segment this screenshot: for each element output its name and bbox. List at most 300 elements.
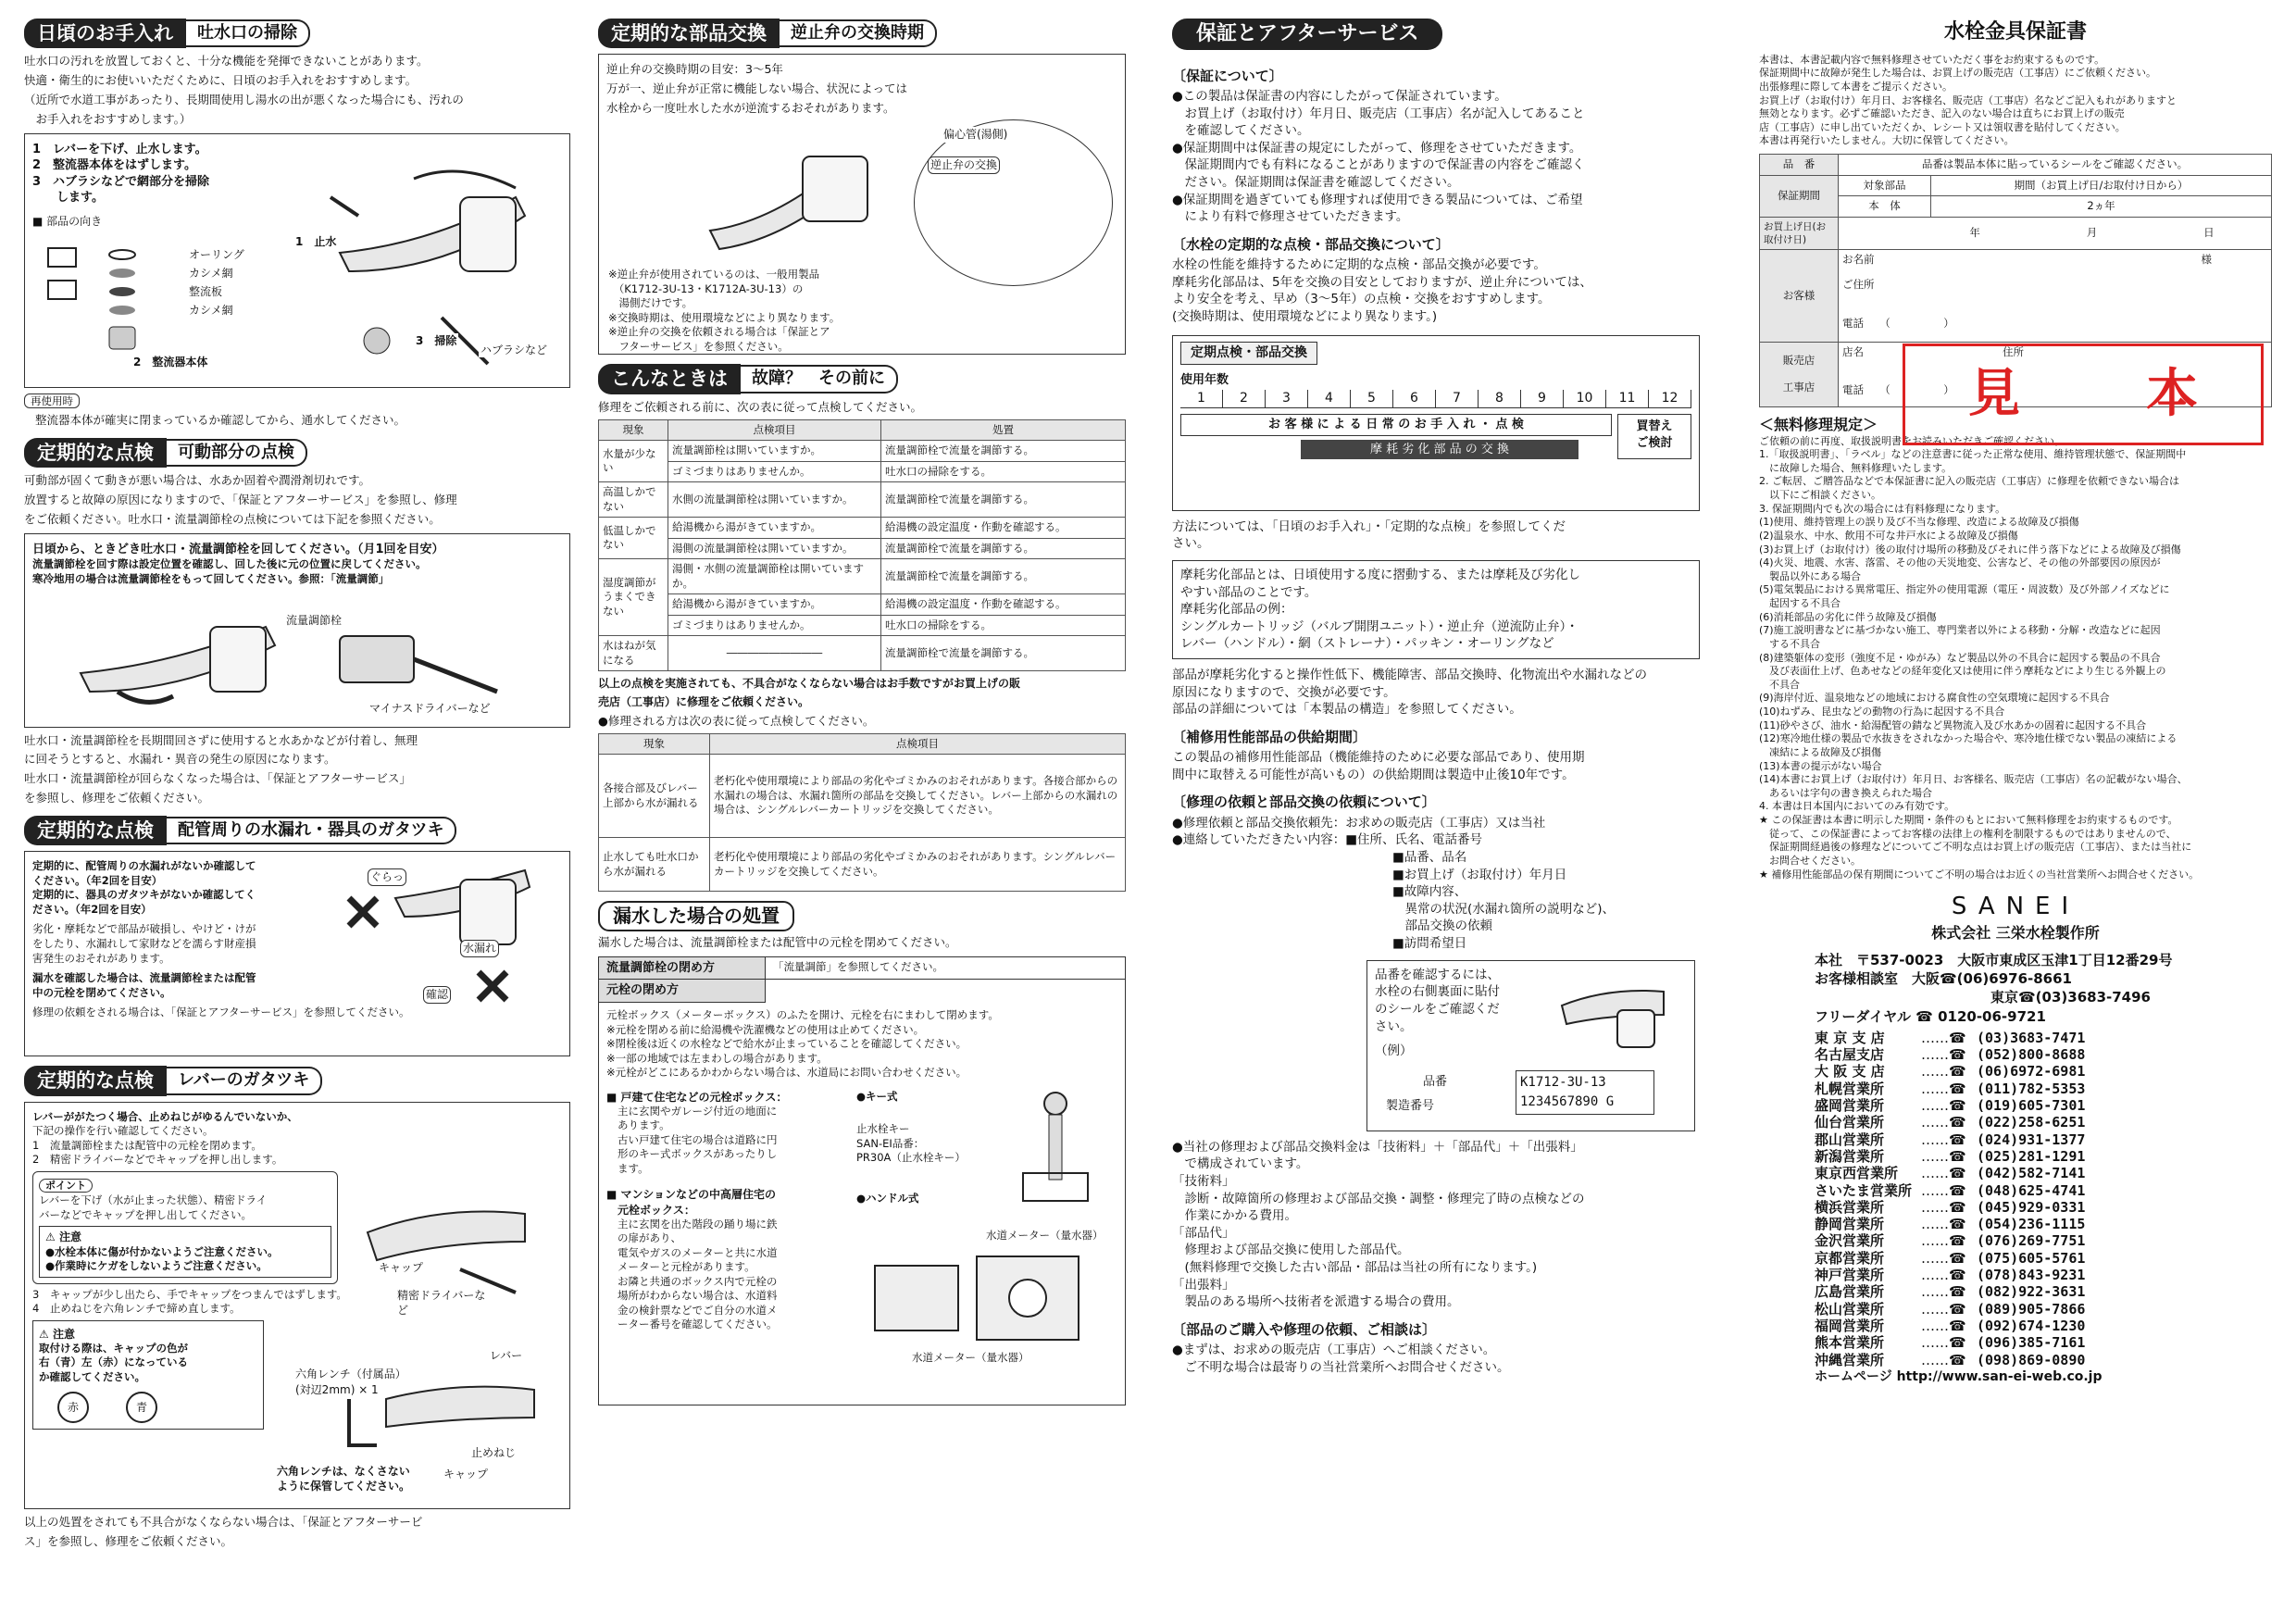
office-row: [1815, 1046, 2272, 1063]
wobble-label: ぐらっ: [368, 868, 406, 885]
point-text: バーなどでキャップを押し出してください。: [39, 1207, 252, 1221]
caution-text: 取付ける際は、キャップの色が: [39, 1341, 188, 1355]
text-line: 古い戸建て住宅の場合は道路に円: [618, 1132, 778, 1146]
water-meter-icon: [866, 1247, 1088, 1349]
text-line: お買上げ（お取付け）年月日、販売店（工事店）名が記入してあること: [1172, 106, 1585, 121]
office-phone: (045)929-0331: [1977, 1198, 2086, 1216]
cell: 水側の流量調節栓は開いていますか。: [668, 482, 881, 518]
text-line: より安全を考え、早め（3～5年）の点検・交換をおすすめします。: [1172, 292, 1551, 307]
col-header: 現象: [599, 733, 710, 755]
text-line: 異常の状況(水漏れ箇所の説明など)、: [1392, 901, 1616, 917]
section-subtitle: レバーのガタツキ: [167, 1067, 322, 1094]
tel-paren: （ ）: [1885, 316, 1954, 330]
office-dots: ……☎: [1921, 1029, 1966, 1046]
caution-title: 注意: [52, 1327, 75, 1341]
office-row: [1815, 1216, 2272, 1232]
text-line: 診断・故障箇所の修理および部品交換・調整・修理完了時の点検などの: [1172, 1191, 1585, 1206]
text-line: 「出張料」: [1172, 1277, 1235, 1293]
text-line: 主に玄関を出た階段の踊り場に鉄: [618, 1217, 778, 1230]
table-row: [1760, 155, 2272, 176]
hq-address: 本社 〒537-0023 大阪市東成区玉津1丁目12番29号: [1815, 951, 2173, 968]
cell: 老朽化や使用環境により部品の劣化やゴミかみのおそれがあります。各接合部からの水漏れの場合は、水漏れ箇所の部品を交換してください。レバー上部からの水漏れの場合は、シングルレバーカートリッジを交換してください。: [710, 755, 1126, 838]
text-line: レバーががたつく場合、止めねじがゆるんでいないか、: [32, 1109, 298, 1123]
office-name: 東 京 支 店: [1815, 1029, 1885, 1046]
year-tick: 6: [1393, 390, 1436, 407]
text-line: 摩耗劣化部品は、5年を交換の目安としておりますが、逆止弁については、: [1172, 274, 1592, 290]
text-line: ださい。保証期間は保証書を確認してください。: [1172, 175, 1460, 191]
office-name: 盛岡営業所: [1815, 1097, 1885, 1115]
note-line: ※交換時期は、使用環境などにより異なります。: [608, 310, 841, 324]
text-line: さい。: [1375, 1018, 1413, 1034]
cell: 2ヵ年: [1931, 196, 2272, 218]
text-line: で構成されています。: [1172, 1156, 1309, 1172]
step: 1 レバーを下げ、止水します。: [32, 142, 207, 156]
free-repair-list: [1759, 435, 2272, 882]
text-line: 放置すると故障の原因になりますので、「保証とアフターサービス」を参照し、修理: [24, 492, 457, 506]
text-line: 修理および部品交換に使用した部品代。: [1172, 1243, 1410, 1258]
subheading: 〔修理の依頼と部品交換の依頼について〕: [1172, 793, 1436, 811]
table-row: [599, 441, 1126, 462]
cell: 吐水口の掃除をする。: [881, 461, 1126, 482]
column-warranty: [1172, 19, 1700, 1376]
cs-osaka: お客様相談室 大阪☎(06)6976-8661: [1815, 970, 2072, 988]
brand-logo: [1759, 891, 2272, 923]
text-line: お買上げ（お取付け）年月日、お客様名、販売店（工事店）名などご記入もれがありますと: [1759, 94, 2177, 106]
section-check-valve: [598, 19, 1126, 355]
col-header: 点検項目: [668, 419, 881, 441]
free-repair-item: (9)海岸付近、温泉地などの地域における腐食性の空気環境に起因する不具合: [1759, 692, 2110, 705]
office-dots: ……☎: [1921, 1317, 1966, 1334]
office-dots: ……☎: [1921, 1300, 1966, 1318]
free-repair-item: ★ 補修用性能部品の保有期間についてご不明の場合はお近くの当社営業所へお問合せください。: [1759, 868, 2200, 881]
table-row: [599, 482, 1126, 518]
section-lever-wobble: [24, 1066, 570, 1549]
office-dots: ……☎: [1921, 1198, 1966, 1216]
table-row: [599, 518, 1126, 539]
section-title: 定期的な点検: [24, 816, 167, 845]
year-tick: 12: [1649, 390, 1691, 407]
stamp-char: 見: [1968, 364, 2020, 425]
text-line: 定期的に、配管周りの水漏れがないか確認して: [32, 859, 256, 873]
office-dots: ……☎: [1921, 1097, 1966, 1115]
office-row: [1815, 1081, 2272, 1097]
section-subtitle: 故障？ その前に: [741, 365, 898, 393]
subheading: 〔部品のご購入や修理の依頼、ご相談は〕: [1172, 1320, 1437, 1338]
cell: 吐水口の掃除をする。: [881, 615, 1126, 636]
shopname-label: 店名: [1842, 344, 1864, 358]
text-line: ご不明な場合は最寄りの当社営業所へお問合せください。: [1172, 1359, 1510, 1375]
free-repair-item: (6)消耗部品の劣化に伴う故障及び損傷: [1759, 610, 1937, 623]
text-line: 下記の操作を行い確認してください。: [32, 1124, 214, 1138]
body-label: 2 整流器本体: [133, 355, 208, 369]
office-phone: (076)269-7751: [1977, 1232, 2086, 1250]
mansion-title: ■ マンションなどの中高層住宅の: [606, 1188, 776, 1202]
office-dots: ……☎: [1921, 1165, 1966, 1182]
office-row: [1815, 1148, 2272, 1165]
point-box: [32, 1171, 338, 1284]
office-name: 福岡営業所: [1815, 1317, 1885, 1334]
cell: 流量調節栓で流量を調節する。: [881, 636, 1126, 671]
column-certificate: [1759, 19, 2272, 1386]
text-line: ●この製品は保証書の内容にしたがって保証されています。: [1172, 88, 1507, 104]
text-line: 部品交換の依頼: [1392, 918, 1492, 934]
office-name: 大 阪 支 店: [1815, 1063, 1885, 1081]
cleaning-box: [24, 133, 570, 388]
office-phone: (025)281-1291: [1977, 1147, 2086, 1165]
text-line: 以上の処置をされても不具合がなくならない場合は、「保証とアフターサービ: [24, 1514, 423, 1529]
cap-label-2: キャップ: [443, 1467, 489, 1480]
handle-type-label: ●ハンドル式: [856, 1191, 919, 1205]
office-phone: (024)931-1377: [1977, 1131, 2086, 1148]
text-line: 本書は再発行いたしません。大切に保管してください。: [1759, 134, 2015, 147]
box-subtitle: 元栓の閉め方: [599, 980, 766, 1003]
stamp-char: 本: [2146, 364, 2198, 425]
office-phone: (011)782-5353: [1977, 1080, 2086, 1097]
replace-text: ご検討: [1636, 435, 1673, 450]
text-line: ●修理依頼と部品交換依頼先：お求めの販売店（工事店）又は当社: [1172, 815, 1546, 831]
office-dots: ……☎: [1921, 1267, 1966, 1284]
office-dots: ……☎: [1921, 1249, 1966, 1267]
office-row: [1815, 1232, 2272, 1249]
replace-box: [1617, 414, 1691, 459]
text-line: 吐水口・流量調節栓を長期間回さずに使用すると水あかなどが付着し、無理: [24, 732, 418, 747]
text-line: ■品番、品名: [1392, 849, 1467, 865]
year-tick: 7: [1436, 390, 1479, 407]
free-repair-item: 3. 保証期間内でも次の場合には有料修理になります。: [1759, 502, 2006, 515]
office-dots: ……☎: [1921, 1147, 1966, 1165]
blue-cap-icon: [126, 1392, 157, 1423]
cell: 水はねが気になる: [599, 636, 668, 671]
year-tick: 1: [1180, 390, 1223, 407]
text-line: ※一部の地域では左まわしの場合があります。: [606, 1051, 828, 1065]
year-tick: 4: [1308, 390, 1351, 407]
cell: 対象部品: [1839, 175, 1931, 196]
office-phone: (042)582-7141: [1977, 1165, 2086, 1182]
cell: 湯側の流量調節栓は開いていますか。: [668, 538, 881, 559]
text-line: やすい部品のことです。: [1180, 584, 1317, 600]
text-line: 作業にかかる費用。: [1172, 1208, 1297, 1224]
replace-bar: 摩 耗 劣 化 部 品 の 交 換: [1301, 440, 1578, 460]
section-moving-parts: [24, 438, 570, 806]
free-repair-item: 1.「取扱説明書」、「ラベル」などの注意書に従った正常な使用、維持管理状態で、保証期間中: [1759, 448, 2187, 461]
section-leak-response: [598, 901, 1126, 1405]
free-repair-item: お問合せください。: [1759, 854, 1861, 867]
office-dots: ……☎: [1921, 1063, 1966, 1081]
year-tick: 9: [1521, 390, 1564, 407]
office-phone: (052)800-8688: [1977, 1046, 2086, 1064]
text-line: この製品の補修用性能部品（機能維持のために必要な部品であり、使用期: [1172, 750, 1585, 766]
text-line: 「技術料」: [1172, 1173, 1235, 1189]
office-phone: (022)258-6251: [1977, 1114, 2086, 1131]
office-name: 神戸営業所: [1815, 1267, 1885, 1284]
text-line: をご依頼ください。吐水口・流量調節栓の点検については下記を参照ください。: [24, 511, 441, 526]
free-repair-item: (2)温泉水、中水、飲用不可な井戸水による故障及び損傷: [1759, 529, 2018, 542]
cell: 流量調節栓で流量を調節する。: [881, 538, 1126, 559]
shop-label: 販売店: [1782, 353, 1816, 367]
serial-label: 製造番号: [1386, 1098, 1435, 1113]
day-label: 日: [2203, 226, 2215, 240]
text-line: 場所がわからない場合は、水道料: [618, 1289, 778, 1303]
text-line: 水栓の右側裏面に貼付: [1375, 984, 1500, 1000]
office-dots: ……☎: [1921, 1114, 1966, 1131]
section-title: こんなときは: [598, 364, 741, 394]
office-dots: ……☎: [1921, 1181, 1966, 1199]
valve-key-icon: [1014, 1090, 1097, 1210]
caution-box: [39, 1226, 331, 1277]
text-line: シングルカートリッジ（バルブ開閉ユニット）・逆止弁（逆流防止弁）・: [1180, 618, 1578, 634]
cell: 流量調節栓で流量を調節する。: [881, 441, 1126, 462]
free-repair-item: (3)お買上げ（お取付け）後の取付け場所の移動及びそれに伴う落下などによる故障及び損傷: [1759, 543, 2181, 556]
box-text: 寒冷地用の場合は流量調節栓をもって回してください。参照：「流量調節」: [32, 571, 390, 585]
text-line: 吐水口・流量調節栓が回らなくなった場合は、「保証とアフターサービス」: [24, 771, 411, 786]
office-row: [1815, 1182, 2272, 1199]
free-repair-item: 保証期間経過後の修理などについてご不明な点はお買上げの販売店（工事店）、または当社に: [1759, 841, 2192, 854]
text-line: 品番を確認するには、: [1375, 967, 1500, 982]
cell: 流量調節栓で流量を調節する。: [881, 559, 1126, 594]
table-row: [599, 636, 1126, 671]
year-tick: 8: [1479, 390, 1521, 407]
step: 3 キャップが少し出たら、手でキャップをつまんではずします。: [32, 1287, 347, 1301]
table-row: [599, 461, 1126, 482]
section-title: 定期的な部品交換: [598, 19, 780, 48]
cell: 保証期間: [1760, 175, 1839, 217]
office-row: [1815, 1283, 2272, 1300]
office-phone: (089)905-7866: [1977, 1300, 2086, 1318]
table-row: [599, 615, 1126, 636]
cell: 高温しかでない: [599, 482, 668, 518]
office-phone: (048)625-4741: [1977, 1181, 2086, 1199]
col-header: 現象: [599, 419, 668, 441]
text-line: ●保証期間中は保証書の規定にしたがって、修理をさせていただきます。: [1172, 140, 1582, 156]
office-name: 札幌営業所: [1815, 1080, 1885, 1097]
col-header: 処置: [881, 419, 1126, 441]
text-line: 水栓の性能を維持するために定期的な点検・部品交換が必要です。: [1172, 257, 1546, 273]
text-line: レバー（ハンドル）・網（ストレーナ）・パッキン・オーリングなど: [1180, 636, 1554, 652]
subheading: 〔水栓の定期的な点検・部品交換について〕: [1172, 235, 1450, 253]
text-line: 万が一、逆止弁が正常に機能しない場合、状況によっては: [606, 81, 908, 96]
cell: 給湯機から湯がきていますか。: [668, 594, 881, 616]
cell: 給湯機から湯がきていますか。: [668, 518, 881, 539]
lever-box: [24, 1102, 570, 1509]
text-line: 形のキー式ボックスがあったりし: [618, 1147, 778, 1161]
step: 3 ハブラシなどで網部分を掃除: [32, 174, 210, 189]
sticker-num: K1712-3U-13: [1520, 1074, 1606, 1090]
text-line: 部品の詳細については「本製品の構造」を参照してください。: [1172, 702, 1522, 718]
stop-label: 1 止水: [295, 234, 337, 248]
periodic-box: [1172, 335, 1700, 511]
text-line: をしたり、水漏れして家財などを濡らす財産損: [32, 936, 256, 950]
text-line: ださい。（年2回を目安）: [32, 902, 152, 916]
office-row: [1815, 1301, 2272, 1318]
free-repair-item: (10)ねずみ、昆虫などの動物の行為に起因する不具合: [1759, 706, 2005, 718]
section-spout-cleaning: [24, 19, 570, 429]
box-text: 流量調節栓を回す際は設定位置を確認し、回した後に元の位置に戻してください。: [32, 557, 427, 571]
text-line: 製品のある場所へ技術者を派遣する場合の費用。: [1172, 1294, 1460, 1310]
box-text: 「流量調節」を参照してください。: [773, 959, 943, 973]
office-row: [1815, 1097, 2272, 1114]
office-phone: (082)922-3631: [1977, 1283, 2086, 1301]
office-dots: ……☎: [1921, 1216, 1966, 1233]
red-cap-icon: [57, 1392, 89, 1423]
office-phone: (03)3683-7471: [1977, 1029, 2086, 1046]
free-repair-item: 凍結による故障及び損傷: [1759, 745, 1881, 758]
section-subtitle: 可動部分の点検: [167, 439, 307, 467]
year-tick: 3: [1266, 390, 1308, 407]
cell: 給湯機の設定温度・作動を確認する。: [881, 518, 1126, 539]
part-label: カシメ網: [189, 303, 233, 317]
cell: 湯側・水側の流量調節栓は開いていますか。: [668, 559, 881, 594]
text-line: メーターと元栓があります。: [618, 1260, 755, 1274]
faucet-sticker-icon: [1553, 968, 1687, 1056]
text-line: さい。: [1172, 536, 1210, 552]
text-line: 主に玄関やガレージ付近の地面に: [618, 1104, 778, 1118]
reuse-text: 整流器本体が確実に閉まっているか確認してから、通水してください。: [35, 412, 406, 427]
table-row: [599, 538, 1126, 559]
cell: 本 体: [1839, 196, 1931, 218]
num-label: 品番: [1423, 1074, 1448, 1089]
year-tick: 10: [1564, 390, 1606, 407]
cell: ゴミづまりはありませんか。: [668, 615, 881, 636]
office-name: 郡山営業所: [1815, 1131, 1885, 1148]
text-line: (交換時期は、使用環境などにより異なります。): [1172, 309, 1438, 325]
text-line: 漏水した場合は、流量調節栓または配管中の元栓を閉めてください。: [598, 935, 957, 950]
address-label: ご住所: [1842, 278, 1875, 292]
free-repair-item: 起因する不具合: [1759, 597, 1841, 610]
year-tick: 11: [1606, 390, 1649, 407]
text-line: ス」を参照し、修理をご依頼ください。: [24, 1533, 233, 1548]
free-repair-item: する不具合: [1759, 637, 1820, 650]
table-row: [599, 594, 1126, 616]
text-line: 部品が摩耗劣化すると操作性低下、機能障害、部品交換時、化物流出や水漏れなどの: [1172, 668, 1647, 683]
step: 2 整流器本体をはずします。: [32, 158, 197, 173]
text-line: 逆止弁の交換時期の目安：3～5年: [606, 62, 783, 77]
free-repair-item: (5)電気製品における異常電圧、指定外の使用電源（電圧・周波数）及び外部ノイズなどに: [1759, 583, 2170, 596]
office-dots: ……☎: [1921, 1131, 1966, 1148]
reuse-tag: 再使用時: [24, 394, 80, 408]
text-line: 金の検針票などでご自分の水道メ: [618, 1303, 778, 1317]
text-line: ●当社の修理および部品交換料金は「技術料」＋「部品代」＋「出張料」: [1172, 1139, 1583, 1155]
text-line: 以上の点検を実施されても、不具合がなくならない場合はお手数ですがお買上げの販: [598, 677, 1021, 691]
troubleshoot-table: [598, 419, 1126, 672]
cell: 品番は製品本体に貼っているシールをご確認ください。: [1839, 155, 2272, 176]
cell: 期間（お買上げ日/お取付け日から）: [1931, 175, 2272, 196]
note-line: 湯側だけです。: [608, 296, 693, 310]
section-subtitle: 吐水口の掃除: [186, 19, 310, 47]
free-repair-item: に故障した場合、無料修理いたします。: [1759, 461, 1953, 474]
text-line: 店（工事店）に申し出ていただくか、レシート又は領収書を貼付してください。: [1759, 120, 2126, 133]
text-line: ※閉栓後は近くの水栓などで給水が止まっていることを確認してください。: [606, 1037, 967, 1051]
section-title: 定期的な点検: [24, 438, 167, 468]
hex-note: ように保管してください。: [277, 1479, 411, 1493]
table-row: [1760, 175, 2272, 196]
company-name: 株式会社 三栄水栓製作所: [1931, 924, 2100, 943]
free-repair-item: ご依頼の前に再度、取扱説明書をお読みいただきご確認ください。: [1759, 434, 2065, 447]
clean-label: 3 掃除: [416, 333, 457, 347]
valve-illustration-icon: [62, 590, 525, 719]
key-text: PR30A（止水栓キー）: [856, 1151, 966, 1165]
free-repair-item: 不具合: [1759, 678, 1800, 691]
intro-line: 吐水口の汚れを放置しておくと、十分な機能を発揮できないことがあります。: [24, 54, 429, 69]
office-name: 仙台営業所: [1815, 1114, 1885, 1131]
year-tick: 2: [1223, 390, 1266, 407]
free-repair-title: ＜無料修理規定＞: [1759, 415, 1878, 433]
office-name: 広島営業所: [1815, 1283, 1885, 1301]
valve-label: 流量調節栓: [286, 613, 343, 627]
office-name: 松山営業所: [1815, 1300, 1885, 1318]
cell: 低温しかでない: [599, 518, 668, 559]
caution-title: 注意: [58, 1230, 81, 1244]
table-row: [599, 559, 1126, 594]
cell: ―――――――――: [668, 636, 881, 671]
rotate-box: [24, 533, 570, 728]
office-row: [1815, 1030, 2272, 1046]
text-line: ●保証期間を過ぎていても修理すれば使用できる製品については、ご希望: [1172, 192, 1583, 207]
cap-label: キャップ: [379, 1260, 424, 1274]
warning-icon: ⚠: [39, 1327, 53, 1341]
col-header: 点検項目: [710, 733, 1126, 755]
free-repair-item: (1)使用、維持管理上の誤り及び不当な修理、改造による故障及び損傷: [1759, 516, 2079, 529]
note-line: ※逆止弁の交換を依頼される場合は「保証とア: [608, 325, 830, 339]
text-line: により有料で修理させていただきます。: [1172, 209, 1409, 225]
leak-label: 水漏れ: [460, 940, 499, 956]
cs-tokyo: 東京☎(03)3683-7496: [1990, 989, 2151, 1006]
red-label: 赤: [67, 1401, 79, 1415]
cell: お買上げ日(お取付け日): [1760, 217, 1839, 249]
caution-text: か確認してください。: [39, 1369, 145, 1383]
daily-care-bar: お 客 様 に よ る 日 常 の お 手 入 れ ・ 点 検: [1180, 414, 1612, 436]
name-label: お名前: [1842, 252, 1875, 266]
free-repair-item: 以下にご相談ください。: [1759, 489, 1881, 502]
check-label: 確認: [423, 986, 451, 1003]
step: 2 精密ドライバーなどでキャップを押し出します。: [32, 1153, 283, 1167]
text-line: ※元栓を閉める前に給湯機や洗濯機などの使用は止めてください。: [606, 1022, 925, 1036]
cell: 品 番: [1760, 155, 1839, 176]
free-repair-item: (14)本書にお買上げ（お取付け）年月日、お客様名、販売店（工事店）名の記載がない場合、: [1759, 773, 2188, 786]
office-row: [1815, 1131, 2272, 1148]
cell: 各接合部及びレバー上部から水が漏れる: [599, 755, 710, 838]
text-line: 「部品代」: [1172, 1225, 1235, 1241]
office-row: [1815, 1267, 2272, 1283]
office-phone: (06)6972-6981: [1977, 1063, 2086, 1081]
part-label: カシメ網: [189, 266, 233, 280]
section-subtitle: 配管周りの水漏れ・器具のガタツキ: [167, 817, 456, 844]
cell: 流量調節栓で流量を調節する。: [881, 482, 1126, 518]
free-repair-item: 製品以外にある場合: [1759, 569, 1861, 582]
office-phone: (054)236-1115: [1977, 1216, 2086, 1233]
shoptel-paren: （ ）: [1885, 383, 1954, 397]
office-phone: (078)843-9231: [1977, 1267, 2086, 1284]
cell: 湿度調節がうまくできない: [599, 559, 668, 636]
shoptel-label: 電話: [1842, 383, 1864, 397]
table-row: [1760, 249, 2272, 342]
caution-text: 右（青）左（赤）になっている: [39, 1355, 188, 1369]
cell: 給湯機の設定温度・作動を確認する。: [881, 594, 1126, 616]
text-line: 保証期間内でも有料になることがありますので保証書の内容をご確認く: [1172, 157, 1585, 173]
text-line: ※元栓がどこにあるかわからない場合は、水道局にお問い合わせください。: [606, 1066, 967, 1080]
parts-box: [1172, 560, 1700, 659]
shopaddr-label: 住所: [2003, 344, 2024, 358]
note-line: （K1712-3U-13・K1712A-3U-13）の: [608, 281, 804, 295]
office-dots: ……☎: [1921, 1080, 1966, 1097]
intro-line: 快適・衛生的にお使いいただくために、日頃のお手入れをおすすめします。: [24, 73, 418, 88]
free-repair-item: (7)施工説明書などに基づかない施工、専門業者以外による移動・分解・改造などに起因: [1759, 624, 2161, 637]
free-repair-item: ★ この保証書は本書に明示した期間・条件のもとにおいて無料修理をお約束するものです。: [1759, 814, 2178, 827]
table-row: [599, 838, 1126, 892]
screw-label: 止めねじ: [471, 1445, 517, 1459]
office-dots: ……☎: [1921, 1046, 1966, 1064]
office-name: 横浜営業所: [1815, 1198, 1885, 1216]
free-repair-item: 4. 本書は日本国内においてのみ有効です。: [1759, 800, 1955, 813]
